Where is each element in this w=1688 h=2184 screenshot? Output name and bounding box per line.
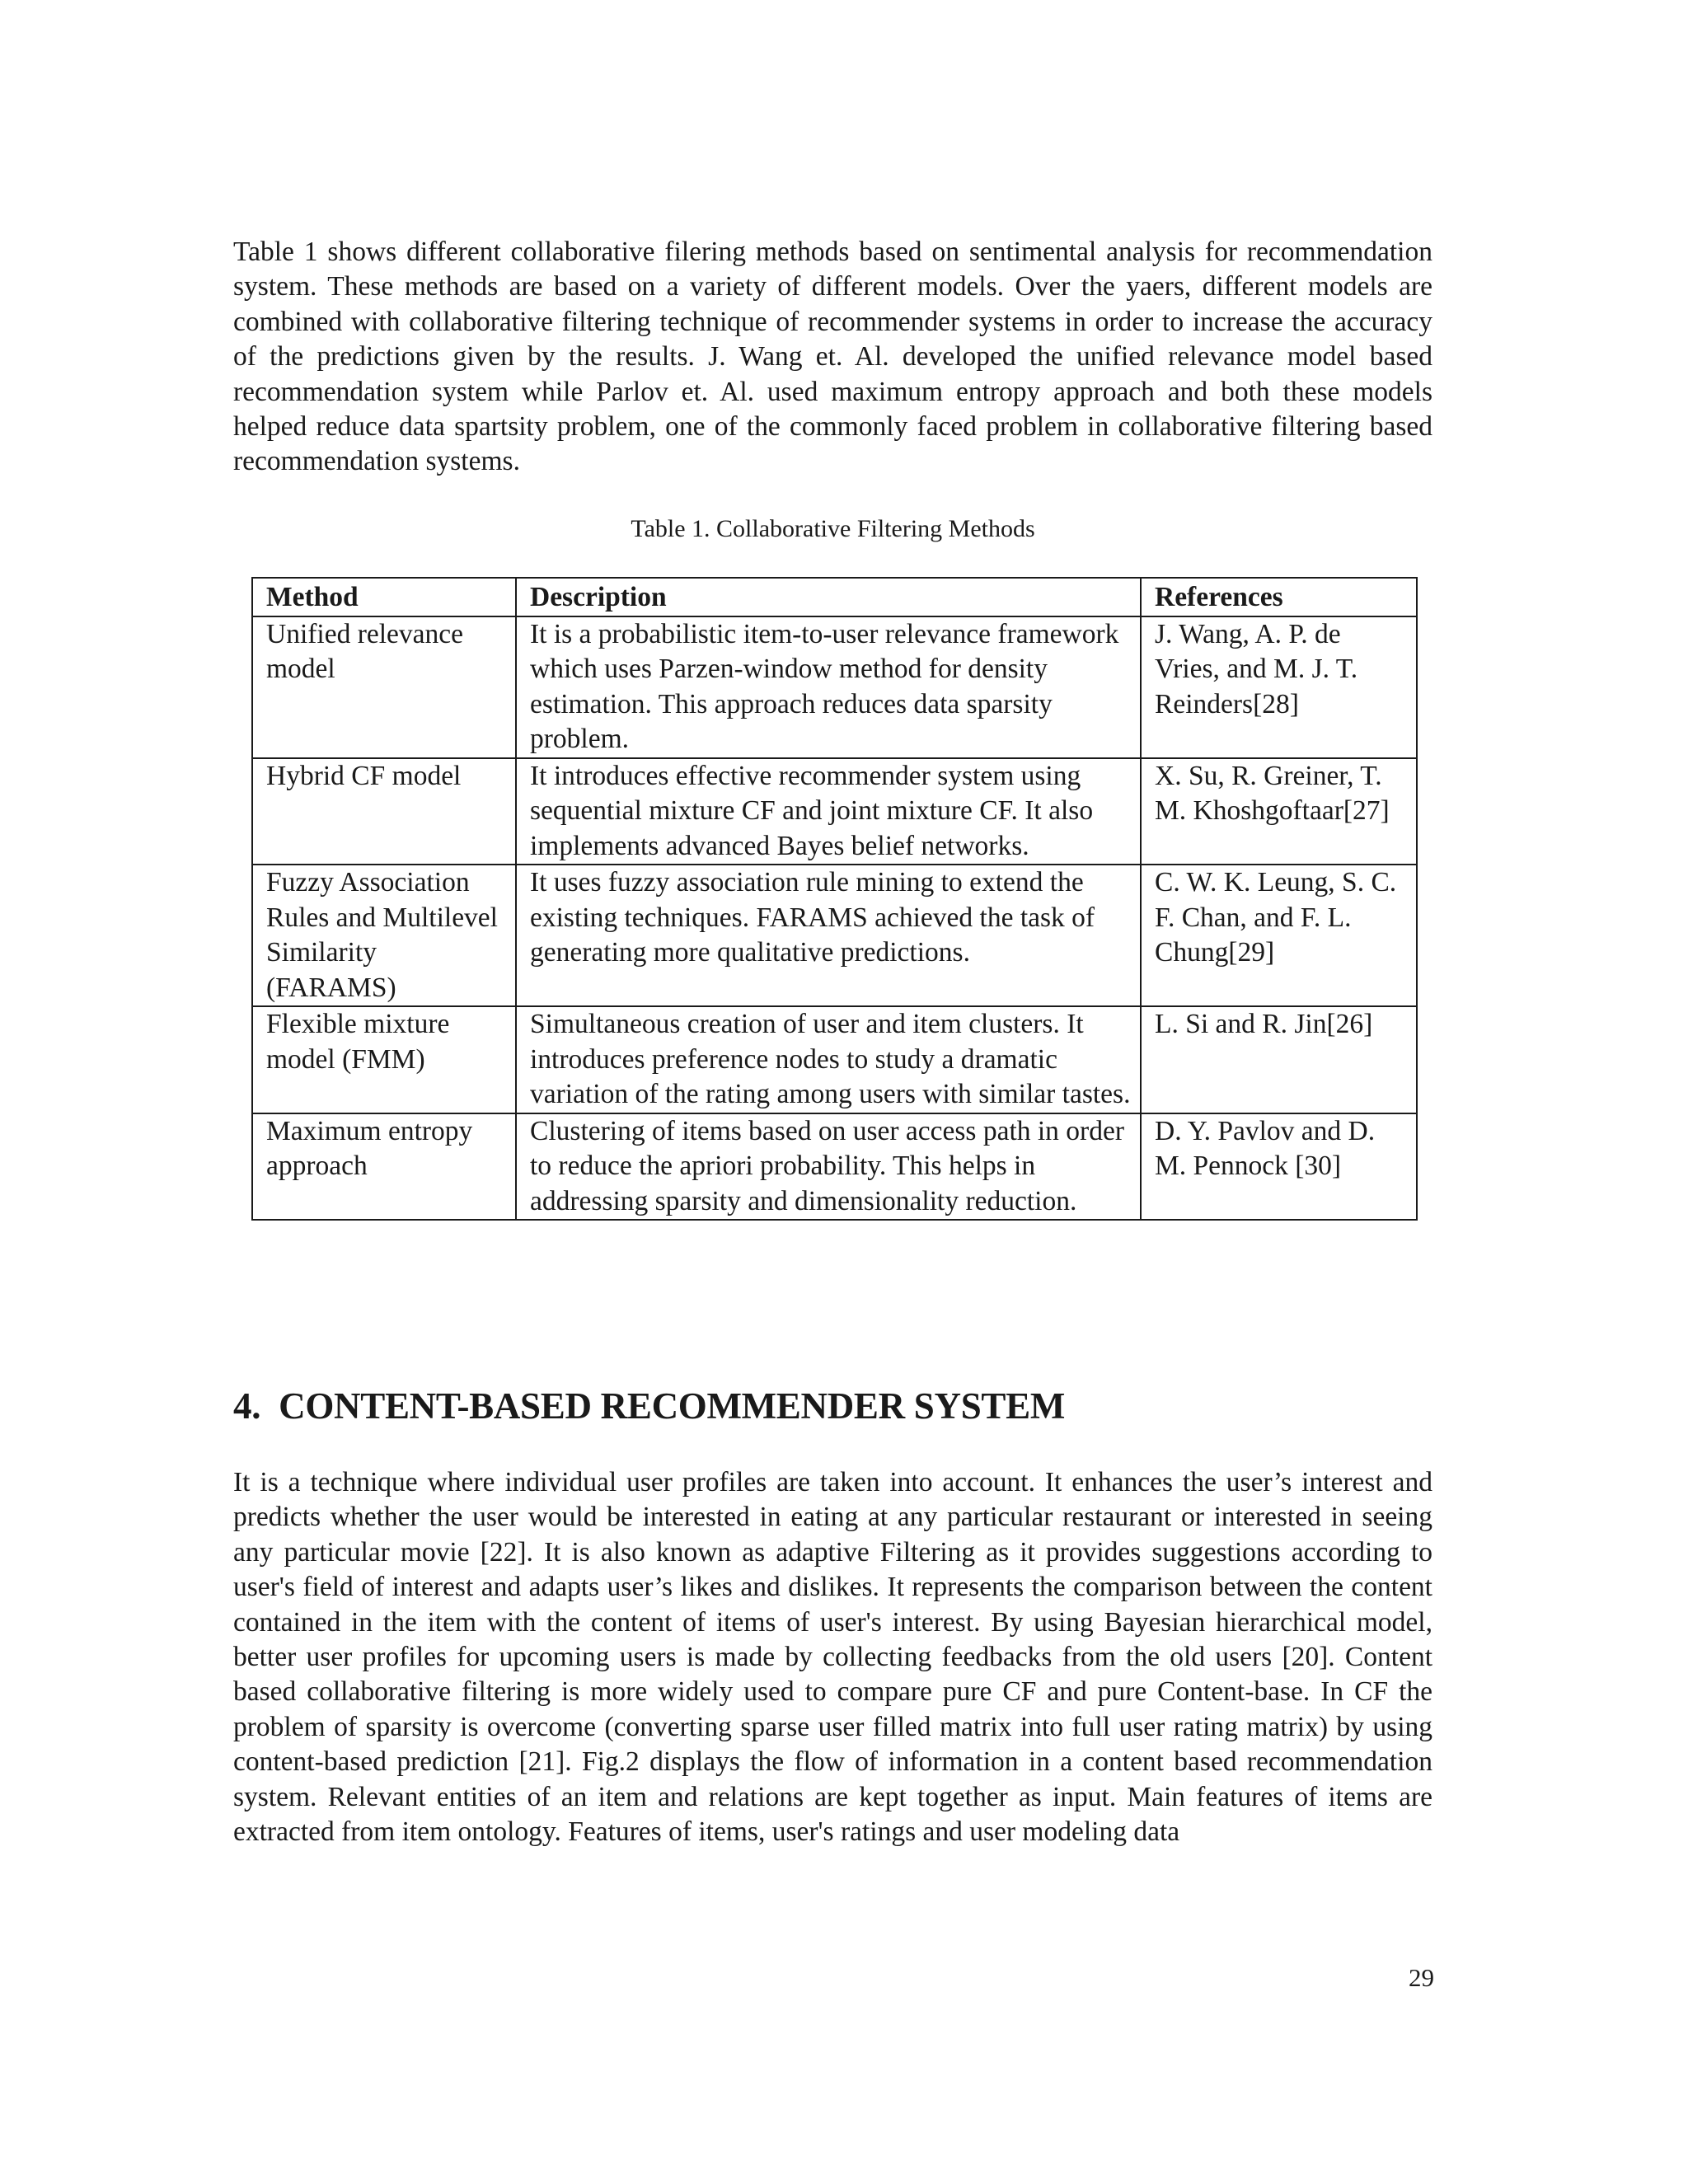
table-row: [252, 616, 1417, 758]
section-paragraph: It is a technique where individual user profiles are taken into account. It enhances the user’s interest and predicts whether the user would be interested in eating at any particular restaurant or interested in seeing any particular movie [22]. It is also known as adaptive Filtering as it provides suggestions according to user's field of interest and adapts user’s likes and dislikes. It represents the comparison between the content contained in the item with the content of items of user's interest. By using Bayesian hierarchical model, better user profiles for upcoming users is made by collecting feedbacks from the old users [20]. Content based collaborative filtering is more widely used to compare pure CF and pure Content-base. In CF the problem of sparsity is overcome (converting sparse user filled matrix into full user rating matrix) by using content-based prediction [21]. Fig.2 displays the flow of information in a content based recommendation system. Relevant entities of an item and relations are kept together as input. Main features of items are extracted from item ontology. Features of items, user's ratings and user modeling data: [233, 1467, 1432, 1848]
table-row: [252, 758, 1417, 865]
cell-references: D. Y. Pavlov and D. M. Pennock [30]: [1141, 1113, 1417, 1221]
table-row: [252, 1006, 1417, 1113]
table-header-row: [252, 578, 1417, 616]
section-title: CONTENT-BASED RECOMMENDER SYSTEM: [279, 1385, 1066, 1427]
cell-references: J. Wang, A. P. de Vries, and M. J. T. Reinders[28]: [1141, 616, 1417, 758]
methods-table: [251, 577, 1418, 1221]
table-row: [252, 1113, 1417, 1221]
cell-description: It introduces effective recommender system using sequential mixture CF and joint mixture CF. It also implements advanced Bayes belief networks.: [516, 758, 1141, 865]
header-description: Description: [516, 578, 1141, 616]
cell-references: C. W. K. Leung, S. C. F. Chan, and F. L. Chung[29]: [1141, 865, 1417, 1006]
header-method: Method: [252, 578, 516, 616]
cell-description: It is a probabilistic item-to-user relevance framework which uses Parzen-window method for density estimation. This approach reduces data sparsity problem.: [516, 616, 1141, 758]
table-row: [252, 865, 1417, 1006]
header-references: References: [1141, 578, 1417, 616]
cell-method: Fuzzy Association Rules and Multilevel Similarity (FARAMS): [252, 865, 516, 1006]
cell-method: Maximum entropy approach: [252, 1113, 516, 1221]
cell-description: Simultaneous creation of user and item clusters. It introduces preference nodes to study a dramatic variation of the rating among users with similar tastes.: [516, 1006, 1141, 1113]
section-heading: [233, 1383, 1065, 1429]
page-number: 29: [1409, 1963, 1434, 1992]
cell-references: L. Si and R. Jin[26]: [1141, 1006, 1417, 1113]
cell-description: Clustering of items based on user access path in order to reduce the apriori probability. This helps in addressing sparsity and dimensionality reduction.: [516, 1113, 1141, 1221]
cell-references: X. Su, R. Greiner, T. M. Khoshgoftaar[27]: [1141, 758, 1417, 865]
cell-method: Flexible mixture model (FMM): [252, 1006, 516, 1113]
table-caption: Table 1. Collaborative Filtering Methods: [631, 515, 1035, 542]
cell-method: Hybrid CF model: [252, 758, 516, 865]
intro-paragraph: Table 1 shows different collaborative filering methods based on sentimental analysis for recommendation system. These methods are based on a variety of different models. Over the yaers, different models are combined with collaborative filtering technique of recommender systems in order to increase the accuracy of the predictions given by the results. J. Wang et. Al. developed the unified relevance model based recommendation system while Parlov et. Al. used maximum entropy approach and both these models helped reduce data spartsity problem, one of the commonly faced problem in collaborative filtering based recommendation systems.: [233, 237, 1432, 477]
cell-description: It uses fuzzy association rule mining to extend the existing techniques. FARAMS achieved the task of generating more qualitative predictions.: [516, 865, 1141, 1006]
cell-method: Unified relevance model: [252, 616, 516, 758]
section-number: 4.: [233, 1385, 261, 1427]
